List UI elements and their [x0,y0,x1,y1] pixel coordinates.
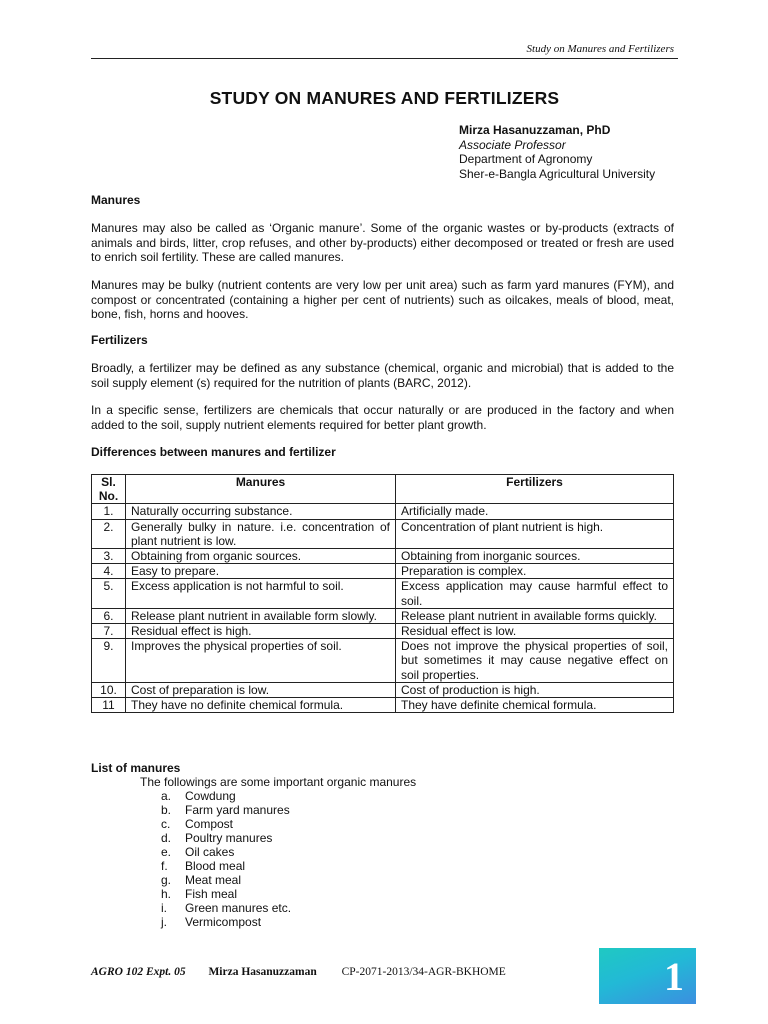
list-item-text: Vermicompost [185,915,262,929]
list-item-marker: c. [161,817,171,831]
list-item-marker: i. [161,901,167,915]
list-item-marker: d. [161,831,172,845]
page-title: STUDY ON MANURES AND FERTILIZERS [209,88,560,108]
table-header-row [92,475,674,504]
manures-cell: Easy to prepare. [126,564,396,579]
row-number: 7. [92,624,126,639]
table-row [92,549,674,564]
table-body [92,504,674,713]
list-item-text: Poultry manures [185,831,273,845]
list-item-text: Compost [185,817,234,831]
fertilizers-cell: Cost of production is high. [396,682,674,697]
manures-cell: Generally bulky in nature. i.e. concentration of plant nutrient is low. [126,519,396,548]
manures-cell: Cost of preparation is low. [126,682,396,697]
manures-cell: They have no definite chemical formula. [126,698,396,713]
list-item-text: Meat meal [185,873,242,887]
fertilizers-cell: Excess application may cause harmful effect to soil. [396,579,674,608]
fertilizers-paragraph-2: In a specific sense, fertilizers are chemicals that occur naturally or are produced in the factory and when added to the soil, supply nutrient elements required for better plant growth. [91,403,674,432]
table-row [92,639,674,683]
author-name: Mirza Hasanuzzaman, PhD [459,123,611,137]
fertilizers-cell: Does not improve the physical properties of soil, but sometimes it may cause negative effect on soil properties. [396,639,674,683]
manures-cell: Release plant nutrient in available form slowly. [126,608,396,623]
list-item-marker: a. [161,789,172,803]
footer [91,966,506,978]
fertilizers-cell: Concentration of plant nutrient is high. [396,519,674,548]
table-row [92,504,674,519]
fertilizers-cell: They have definite chemical formula. [396,698,674,713]
list-item [161,887,291,901]
list-item [161,803,291,817]
manures-cell: Naturally occurring substance. [126,504,396,519]
column-header-fertilizers: Fertilizers [396,475,674,504]
table-row [92,608,674,623]
list-item-text: Cowdung [185,789,236,803]
fertilizers-heading: Fertilizers [91,333,148,347]
fertilizers-cell: Release plant nutrient in available forms quickly. [396,608,674,623]
author-block [459,123,655,181]
list-heading: List of manures [91,761,181,775]
manures-paragraph-2: Manures may be bulky (nutrient contents are very low per unit area) such as farm yard manures (FYM), and compost or concentrated (containing a higher per cent of nutrients) such as oilcakes, meals of blood, meat, bone, fish, horns and hooves. [91,278,674,322]
row-number: 6. [92,608,126,623]
list-item [161,789,291,803]
footer-author: Mirza Hasanuzzaman [208,966,317,978]
list-item-text: Farm yard manures [185,803,290,817]
list-item-marker: g. [161,873,172,887]
list-item [161,915,291,929]
row-number: 5. [92,579,126,608]
manures-cell: Residual effect is high. [126,624,396,639]
table-row [92,564,674,579]
footer-course: AGRO 102 Expt. 05 [91,966,186,978]
list-item-marker: e. [161,845,172,859]
differences-table [91,474,674,713]
header-rule [91,58,678,59]
list-item-marker: h. [161,887,172,901]
table-row [92,579,674,608]
table-row [92,682,674,697]
list-item-text: Green manures etc. [185,901,292,915]
manures-cell: Excess application is not harmful to soil. [126,579,396,608]
manures-cell: Improves the physical properties of soil. [126,639,396,683]
fertilizers-paragraph-1: Broadly, a fertilizer may be defined as any substance (chemical, organic and microbial) that is added to the soil supply element (s) required for the nutrition of plants (BARC, 2012). [91,361,674,390]
list-item [161,901,291,915]
row-number: 1. [92,504,126,519]
differences-heading: Differences between manures and fertilizer [91,445,336,459]
list-item [161,817,291,831]
list-item [161,859,291,873]
running-header: Study on Manures and Fertilizers [526,43,674,55]
list-item-text: Oil cakes [185,845,235,859]
table-row [92,698,674,713]
author-position: Associate Professor [459,137,566,152]
row-number: 11 [92,698,126,713]
row-number: 9. [92,639,126,683]
column-header-sl: Sl. No. [92,475,126,504]
list-item-text: Blood meal [185,859,246,873]
fertilizers-cell: Artificially made. [396,504,674,519]
list-item-marker: f. [161,859,168,873]
list-item-text: Fish meal [185,887,238,901]
fertilizers-cell: Obtaining from inorganic sources. [396,549,674,564]
list-item [161,831,291,845]
row-number: 4. [92,564,126,579]
table-row [92,624,674,639]
manures-cell: Obtaining from organic sources. [126,549,396,564]
fertilizers-cell: Residual effect is low. [396,624,674,639]
list-intro: The followings are some important organic manures [140,775,417,789]
table-row [92,519,674,548]
list-item-marker: b. [161,803,172,817]
row-number: 2. [92,519,126,548]
author-university: Sher-e-Bangla Agricultural University [459,166,656,181]
row-number: 3. [92,549,126,564]
list-item-marker: j. [161,915,167,929]
manures-paragraph-1: Manures may also be called as ‘Organic manure’. Some of the organic wastes or by-products (extracts of animals and birds, litter, crop refuses, and other by-products) either decomposed or treated or fresh are used to enrich soil fertility. These are called manures. [91,221,674,265]
row-number: 10. [92,682,126,697]
manures-heading: Manures [91,193,141,207]
page-number-badge: 1 [599,948,696,1004]
manure-list [161,789,291,929]
list-item [161,845,291,859]
fertilizers-cell: Preparation is complex. [396,564,674,579]
author-department: Department of Agronomy [459,152,593,167]
footer-code: CP-2071-2013/34-AGR-BKHOME [341,966,506,978]
list-item [161,873,291,887]
column-header-manures: Manures [126,475,396,504]
